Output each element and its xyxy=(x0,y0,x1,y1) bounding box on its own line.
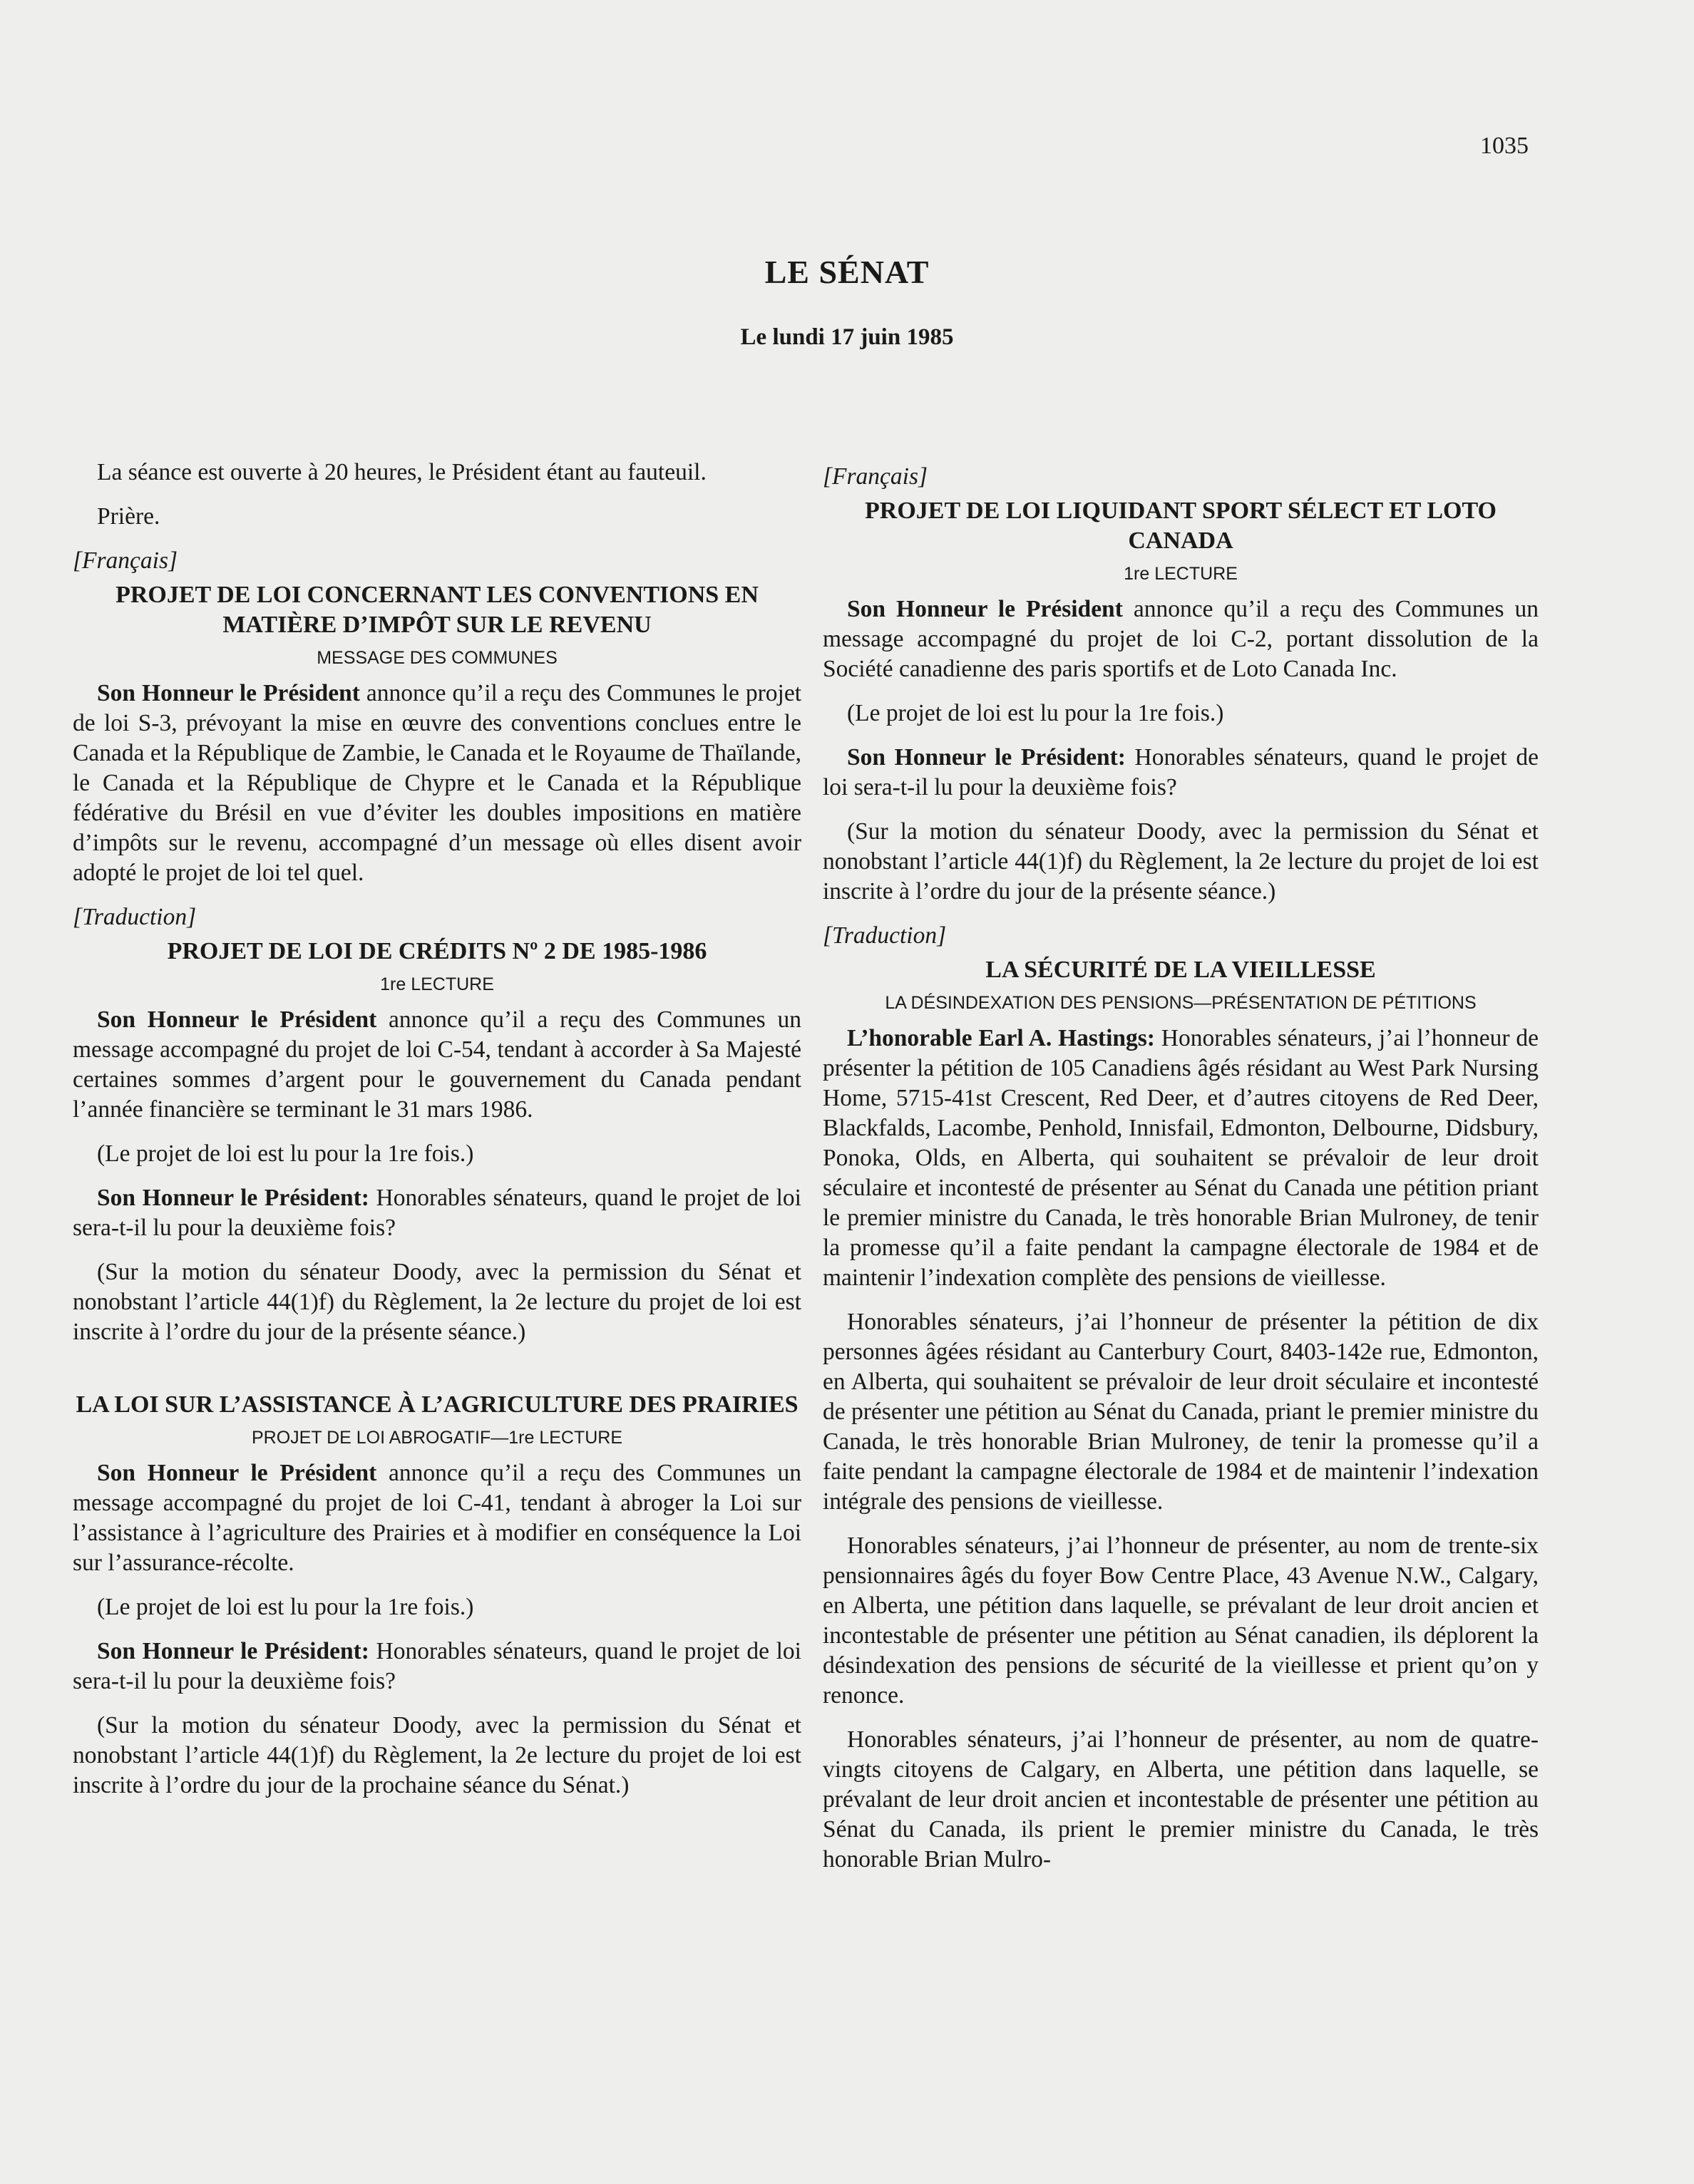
paragraph xyxy=(73,1005,801,1125)
speaker-name: Son Honneur le Président: xyxy=(847,744,1126,771)
speaker-name: Son Honneur le Président xyxy=(97,680,360,706)
paragraph: Honorables sénateurs, j’ai l’honneur de présenter, au nom de quatre-vingts citoyens de Calgary, en Alberta, une pétition dans laquelle, se prévalant de leur droit ancien et incontestable de présenter une pétition au Sénat du Canada, ils prient le premier ministre du Canada, le très honorable Brian Mulro- xyxy=(823,1726,1539,1873)
page-title: LE SÉNAT xyxy=(764,254,930,290)
speech-text: annonce qu’il a reçu des Communes un message accompagné du projet de loi C-41, tendant à abroger la Loi sur l’assistance à l’agriculture des Prairies et à modifier en conséquence la Loi sur l’assurance-récolte. xyxy=(73,1460,801,1576)
paragraph: (Le projet de loi est lu pour la 1re fois.) xyxy=(97,1140,474,1167)
section-heading: PROJET DE LOI LIQUIDANT SPORT SÉLECT ET LOTO CANADA xyxy=(865,498,1497,554)
priere-paragraph: Prière. xyxy=(97,503,160,530)
paragraph xyxy=(73,1637,801,1696)
page-number: 1035 xyxy=(1480,133,1529,159)
section-heading: LA SÉCURITÉ DE LA VIEILLESSE xyxy=(985,957,1376,983)
speaker-name: Son Honneur le Président xyxy=(847,596,1123,622)
paragraph xyxy=(73,1183,801,1243)
speech-text: annonce qu’il a reçu des Communes un message accompagné du projet de loi C-2, portant dissolution de la Société canadienne des paris sportifs et de Loto Canada Inc. xyxy=(823,596,1539,682)
speech-text: annonce qu’il a reçu des Communes le projet de loi S-3, prévoyant la mise en œuvre des conventions conclues entre le Canada et la République de Zambie, le Canada et le Royaume de Thaïlande, le Canada et la République de Chypre et le Canada et la République fédérative du Brésil en vue d’éviter les doubles impositions en matière d’impôts sur le revenu, accompagné d’un message où elles disent avoir adopté le projet de loi tel quel. xyxy=(73,680,801,886)
paragraph: (Sur la motion du sénateur Doody, avec la permission du Sénat et nonobstant l’article 44(1)f) du Règlement, la 2e lecture du projet de loi est inscrite à l’ordre du jour de la prochaine séance du Sénat.) xyxy=(73,1712,801,1798)
language-marker: [Traduction] xyxy=(73,904,197,930)
right-column xyxy=(823,458,1539,1889)
speech-text: annonce qu’il a reçu des Communes un message accompagné du projet de loi C-54, tendant à accorder à Sa Majesté certaines sommes d’argent pour le gouvernement du Canada pendant l’année financière se terminant le 31 mars 1986. xyxy=(73,1006,801,1123)
section-subheading: 1re LECTURE xyxy=(1124,564,1238,584)
speech-text: Honorables sénateurs, quand le projet de loi sera-t-il lu pour la deuxième fois? xyxy=(73,1185,801,1241)
paragraph: Honorables sénateurs, j’ai l’honneur de présenter la pétition de dix personnes âgées résidant au Canterbury Court, 8403-142e rue, Edmonton, en Alberta, qui souhaitent se prévaloir de leur droit séculaire et incontesté de présenter une pétition au Sénat du Canada, priant le premier ministre du Canada, le très honorable Brian Mulroney, de tenir la promesse qu’il a faite pendant la campagne électorale de 1984 et de maintenir l’indexation intégrale des pensions de vieillesse. xyxy=(823,1309,1539,1515)
speaker-name: Son Honneur le Président: xyxy=(97,1185,369,1211)
speech-text: Honorables sénateurs, j’ai l’honneur de présenter la pétition de 105 Canadiens âgés résidant au West Park Nursing Home, 5715-41st Crescent, Red Deer, et d’autres citoyens de Red Deer, Blackfalds, Lacombe, Penhold, Innisfail, Edmonton, Delbourne, Didsbury, Ponoka, Olds, en Alberta, qui souhaitent se prévaloir de leur droit séculaire et incontesté de présenter au Sénat du Canada une pétition priant le premier ministre du Canada, le très honorable Brian Mulroney, de tenir la promesse qu’il a faite pendant la campagne électorale de 1984 et de maintenir l’indexation complète des pensions de vieillesse. xyxy=(823,1025,1539,1291)
paragraph xyxy=(823,1024,1539,1293)
section-subheading: LA DÉSINDEXATION DES PENSIONS—PRÉSENTATION DE PÉTITIONS xyxy=(885,993,1477,1013)
language-marker: [Français] xyxy=(73,547,178,574)
section-subheading: 1re LECTURE xyxy=(380,974,494,994)
speaker-name: Son Honneur le Président: xyxy=(97,1638,369,1664)
section-heading: PROJET DE LOI CONCERNANT LES CONVENTIONS EN MATIÈRE D’IMPÔT SUR LE REVENU xyxy=(115,582,759,638)
paragraph xyxy=(823,594,1539,684)
paragraph xyxy=(823,743,1539,803)
language-marker: [Français] xyxy=(823,463,928,490)
paragraph: (Le projet de loi est lu pour la 1re fois.) xyxy=(97,1594,474,1620)
section-subheading: PROJET DE LOI ABROGATIF—1re LECTURE xyxy=(251,1428,623,1448)
speech-text: Honorables sénateurs, quand le projet de loi sera-t-il lu pour la deuxième fois? xyxy=(73,1638,801,1694)
speech-text: Honorables sénateurs, quand le projet de loi sera-t-il lu pour la deuxième fois? xyxy=(823,744,1539,800)
paragraph: (Sur la motion du sénateur Doody, avec la permission du Sénat et nonobstant l’article 44(1)f) du Règlement, la 2e lecture du projet de loi est inscrite à l’ordre du jour de la présente séance.) xyxy=(73,1259,801,1345)
paragraph xyxy=(73,1458,801,1578)
section-heading: LA LOI SUR L’ASSISTANCE À L’AGRICULTURE DES PRAIRIES xyxy=(76,1391,799,1418)
speaker-name: Son Honneur le Président xyxy=(97,1006,377,1033)
speaker-name: Son Honneur le Président xyxy=(97,1460,377,1486)
sitting-date: Le lundi 17 juin 1985 xyxy=(740,324,954,350)
opening-paragraph: La séance est ouverte à 20 heures, le Président étant au fauteuil. xyxy=(97,459,707,485)
paragraph xyxy=(73,679,801,888)
speaker-name: L’honorable Earl A. Hastings: xyxy=(847,1025,1155,1051)
language-marker: [Traduction] xyxy=(823,922,947,949)
paragraph: (Le projet de loi est lu pour la 1re fois.) xyxy=(847,700,1224,726)
section-heading: PROJET DE LOI DE CRÉDITS Nº 2 DE 1985-1986 xyxy=(167,938,707,964)
left-column xyxy=(73,458,801,1815)
section-subheading: MESSAGE DES COMMUNES xyxy=(317,648,558,668)
paragraph: (Sur la motion du sénateur Doody, avec la permission du Sénat et nonobstant l’article 44(1)f) du Règlement, la 2e lecture du projet de loi est inscrite à l’ordre du jour de la présente séance.) xyxy=(823,818,1539,905)
paragraph: Honorables sénateurs, j’ai l’honneur de présenter, au nom de trente-six pensionnaires âgés du foyer Bow Centre Place, 43 Avenue N.W., Calgary, en Alberta, une pétition dans laquelle, se prévalant de leur droit ancien et incontestable de présenter une pétition au Sénat canadien, ils déplorent la désindexation des pensions de sécurité de la vieillesse et prient qu’on y renonce. xyxy=(823,1533,1539,1709)
